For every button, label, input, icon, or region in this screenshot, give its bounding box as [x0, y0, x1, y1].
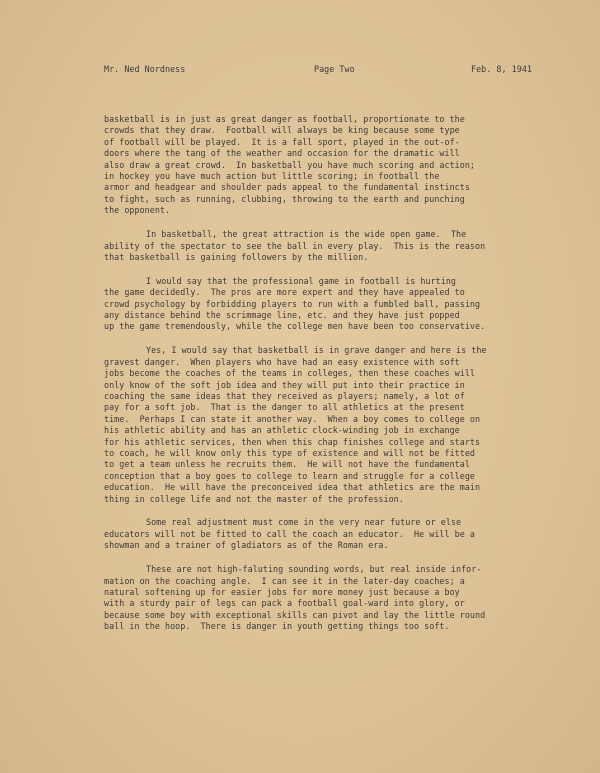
paragraph-6 — [104, 564, 534, 632]
text-line: ball in the hoop. There is danger in youth getting things too soft. — [104, 621, 450, 632]
text-line: showman and a trainer of gladiators as of the Roman era. — [104, 540, 389, 551]
text-line: These are not high-faluting sounding words, but real inside infor- — [146, 564, 482, 575]
letter-date: Feb. 8, 1941 — [471, 64, 532, 74]
text-line: the game decidedly. The pros are more expert and they have appealed to — [104, 287, 465, 298]
text-line: any distance behind the scrimmage line, etc. and they have just popped — [104, 310, 460, 321]
text-line: to coach, he will know only this type of existence and will not be fitted — [104, 447, 475, 458]
text-line: for his athletic services, then when this chap finishes college and starts — [104, 436, 481, 447]
text-line: crowds that they draw. Football will always be king because some type — [104, 125, 460, 136]
text-line: time. Perhaps I can state it another way. When a boy comes to college on — [104, 413, 481, 424]
text-line: pay for a soft job. That is the danger to all athletics at the present — [104, 402, 465, 413]
text-line: in hockey you have much action but little scoring; in football the — [104, 170, 440, 181]
text-line: crowd psychology by forbidding players to run with a fumbled ball, passing — [104, 298, 481, 309]
text-line: also draw a great crowd. In basketball you have much scoring and action; — [104, 159, 475, 170]
text-line: armor and headgear and shoulder pads appeal to the fundamental instincts — [104, 182, 470, 193]
text-line: to get a team unless he recruits them. He will not have the fundamental — [104, 459, 470, 470]
text-line: coaching the same ideas that they received as players; namely, a lot of — [104, 390, 465, 401]
text-line: thing in college life and not the master of the profession. — [104, 493, 404, 504]
text-line: that basketball is gaining followers by the million. — [104, 251, 369, 262]
text-line: natural softening up for easier jobs for more money just because a boy — [104, 587, 460, 598]
letter-header — [104, 64, 532, 76]
paragraph-4 — [104, 345, 534, 504]
text-line: In basketball, the great attraction is the wide open game. The — [146, 229, 467, 240]
page-number: Page Two — [314, 64, 355, 74]
text-line: basketball is in just as great danger as football, proportionate to the — [104, 114, 465, 124]
text-line: jobs become the coaches of the teams in colleges, then these coaches will — [104, 368, 475, 379]
text-line: Yes, I would say that basketball is in grave danger and here is the — [146, 345, 487, 356]
text-line: to fight, such as running, clubbing, throwing to the earth and punching — [104, 193, 465, 204]
text-line: conception that a boy goes to college to learn and struggle for a college — [104, 470, 475, 481]
text-line: education. He will have the preconceived idea that athletics are the main — [104, 482, 481, 493]
text-line: educators will not be fitted to call the coach an educator. He will be a — [104, 528, 475, 539]
letter-body — [104, 114, 534, 645]
paragraph-3 — [104, 276, 534, 333]
paragraph-2 — [104, 229, 534, 263]
recipient-name: Mr. Ned Nordness — [104, 64, 186, 74]
text-line: ability of the spectator to see the ball in every play. This is the reason — [104, 240, 486, 251]
text-line: the opponent. — [104, 205, 171, 216]
paragraph-5 — [104, 517, 534, 551]
text-line: because some boy with exceptional skills can pivot and lay the little round — [104, 609, 486, 620]
paragraph-1 — [104, 114, 534, 217]
text-line: I would say that the professional game in football is hurting — [146, 275, 457, 286]
text-line: gravest danger. When players who have had an easy existence with soft — [104, 356, 460, 367]
text-line: with a sturdy pair of legs can pack a football goal-ward into glory, or — [104, 598, 465, 609]
text-line: his athletic ability and has an athletic clock-winding job in exchange — [104, 425, 460, 436]
text-line: doors where the tang of the weather and occasion for the dramatic will — [104, 148, 460, 159]
text-line: only know of the soft job idea and they will put into their practice in — [104, 379, 465, 390]
text-line: up the game tremendously, while the college men have been too conservative. — [104, 321, 486, 332]
text-line: of football will be played. It is a fall sport, played in the out-of- — [104, 136, 460, 147]
text-line: mation on the coaching angle. I can see it in the later-day coaches; a — [104, 575, 465, 586]
text-line: Some real adjustment must come in the very near future or else — [146, 517, 462, 528]
